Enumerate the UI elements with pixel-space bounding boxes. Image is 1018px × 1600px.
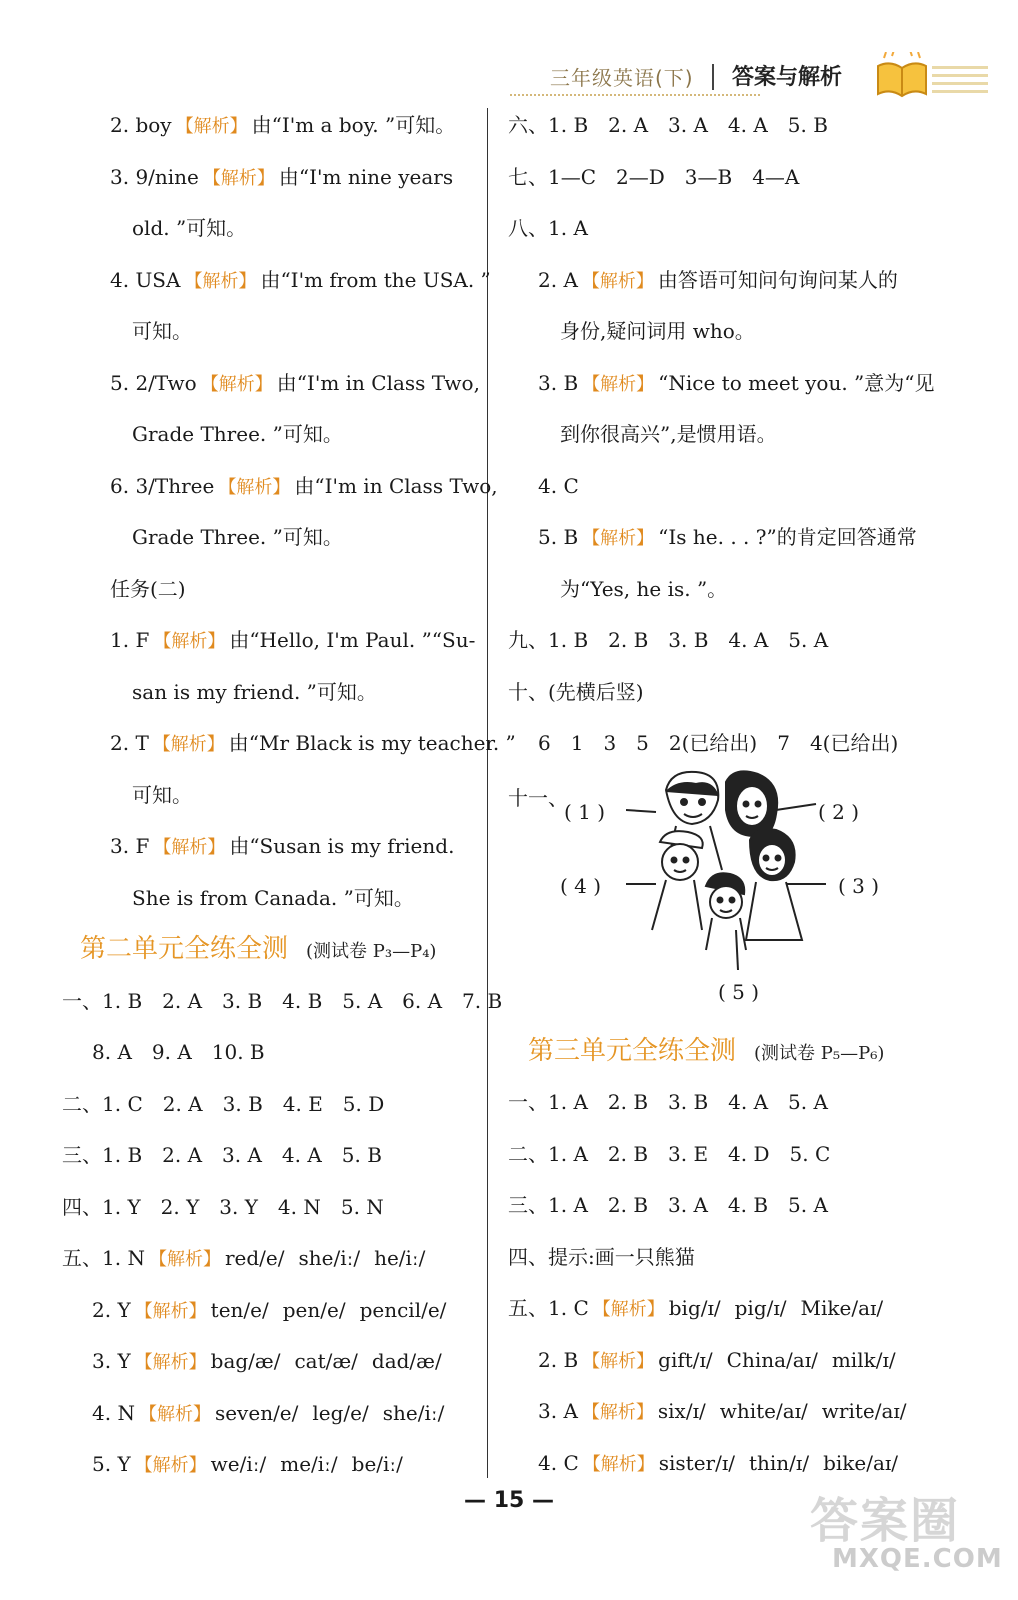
answer-line: 六、1. B 2. A 3. A 4. A 5. B <box>508 113 828 137</box>
answer-line: 5. 2/Two 【解析】 由“I'm in Class Two, <box>110 370 480 395</box>
answer-line: 七、1—C 2—D 3—B 4—A <box>508 164 800 189</box>
page-number: — 15 — <box>464 1488 554 1513</box>
question-11-label: 十一、 <box>508 785 568 810</box>
phonics-line: 五、1. C 【解析】 big/ɪ/ pig/ɪ/ Mike/aɪ/ <box>508 1296 884 1320</box>
figure-label-4: ( 4 ) <box>560 873 602 898</box>
answer-line: 3. B 【解析】 “Nice to meet you. ”意为“见 <box>538 370 935 395</box>
figure-label-2: ( 2 ) <box>818 799 860 824</box>
page-header <box>500 52 1000 102</box>
answer-line: 十、(先横后竖) <box>508 679 644 704</box>
family-cartoon-illustration <box>626 770 826 970</box>
unit2-heading: 第二单元全练全测 (测试卷 P₃—P₄) <box>80 934 437 964</box>
answer-line: 4. USA 【解析】 由“I'm from the USA. ” <box>110 267 491 292</box>
answer-line: She is from Canada. ”可知。 <box>132 885 414 910</box>
watermark-logo <box>800 1482 1010 1592</box>
phonics-line: 2. Y 【解析】 ten/e/ pen/e/ pencil/e/ <box>92 1297 447 1322</box>
answer-line: 3. F 【解析】 由“Susan is my friend. <box>110 834 455 858</box>
phonics-line: 3. A 【解析】 six/ɪ/ white/aɪ/ write/aɪ/ <box>538 1399 907 1423</box>
phonics-line: 3. Y 【解析】 bag/æ/ cat/æ/ dad/æ/ <box>92 1349 442 1373</box>
answer-line: Grade Three. ”可知。 <box>132 422 343 446</box>
header-stripes <box>932 66 988 98</box>
answer-line: 2. T 【解析】 由“Mr Black is my teacher. ” <box>110 731 516 755</box>
answer-line: 6 1 3 5 2(已给出) 7 4(已给出) <box>538 731 899 755</box>
answer-line: 一、1. A 2. B 3. B 4. A 5. A <box>508 1090 828 1114</box>
answer-line: 四、1. Y 2. Y 3. Y 4. N 5. N <box>62 1194 384 1219</box>
phonics-line: 4. N 【解析】 seven/e/ leg/e/ she/iː/ <box>92 1400 445 1425</box>
answer-line: 8. A 9. A 10. B <box>92 1040 265 1064</box>
answer-line: 3. 9/nine 【解析】 由“I'm nine years <box>110 164 454 189</box>
task-heading: 任务(二) <box>110 576 186 601</box>
column-divider <box>487 108 488 1478</box>
header-dotted-rule <box>510 94 760 96</box>
answer-line: 到你很高兴”,是惯用语。 <box>560 422 777 446</box>
phonics-line: 五、1. N 【解析】 red/e/ she/iː/ he/iː/ <box>62 1246 426 1270</box>
answer-line: 6. 3/Three 【解析】 由“I'm in Class Two, <box>110 473 498 498</box>
answer-line: 可知。 <box>132 319 192 343</box>
phonics-line: 4. C 【解析】 sister/ɪ/ thin/ɪ/ bike/aɪ/ <box>538 1450 899 1475</box>
answer-line: Grade Three. ”可知。 <box>132 525 343 549</box>
answer-line: 二、1. A 2. B 3. E 4. D 5. C <box>508 1141 831 1166</box>
answer-line: san is my friend. ”可知。 <box>132 679 377 704</box>
header-separator <box>712 64 714 90</box>
right-column <box>508 100 935 1489</box>
watermark-text: 答案圈 <box>810 1493 961 1549</box>
answer-line: 为“Yes, he is. ”。 <box>560 576 728 601</box>
answer-line: 5. B 【解析】 “Is he. . . ?”的肯定回答通常 <box>538 525 917 549</box>
answer-line: 4. C <box>538 473 579 498</box>
answer-line: 三、1. A 2. B 3. A 4. B 5. A <box>508 1193 828 1217</box>
phonics-line: 5. Y 【解析】 we/iː/ me/iː/ be/iː/ <box>92 1452 403 1476</box>
open-book-icon <box>872 52 932 100</box>
family-figure <box>508 770 928 1026</box>
answer-line: old. ”可知。 <box>132 216 247 240</box>
header-title: 答案与解析 <box>732 65 843 90</box>
answer-line: 四、提示:画一只熊猫 <box>508 1244 695 1269</box>
answer-line: 二、1. C 2. A 3. B 4. E 5. D <box>62 1091 385 1116</box>
answer-line: 身份,疑问词用 who。 <box>560 319 755 343</box>
figure-label-5: ( 5 ) <box>718 979 760 1004</box>
left-column <box>62 100 516 1491</box>
unit3-heading: 第三单元全练全测 (测试卷 P₅—P₆) <box>528 1035 885 1066</box>
answer-line: 一、1. B 2. A 3. B 4. B 5. A 6. A 7. B <box>62 988 503 1013</box>
answer-line: 2. A 【解析】 由答语可知问句询问某人的 <box>538 267 898 292</box>
answer-line: 2. boy 【解析】 由“I'm a boy. ”可知。 <box>110 113 456 137</box>
watermark-url: MXQE.COM <box>832 1544 1003 1574</box>
answer-line: 八、1. A <box>508 216 588 240</box>
figure-label-1: ( 1 ) <box>564 799 606 824</box>
figure-label-3: ( 3 ) <box>838 873 880 898</box>
answer-line: 三、1. B 2. A 3. A 4. A 5. B <box>62 1143 382 1167</box>
answer-line: 九、1. B 2. B 3. B 4. A 5. A <box>508 628 829 652</box>
answer-line: 可知。 <box>132 782 192 807</box>
answer-line: 1. F 【解析】 由“Hello, I'm Paul. ”“Su- <box>110 628 476 652</box>
header-subject: 三年级英语(下) <box>550 66 694 90</box>
phonics-line: 2. B 【解析】 gift/ɪ/ China/aɪ/ milk/ɪ/ <box>538 1347 896 1372</box>
